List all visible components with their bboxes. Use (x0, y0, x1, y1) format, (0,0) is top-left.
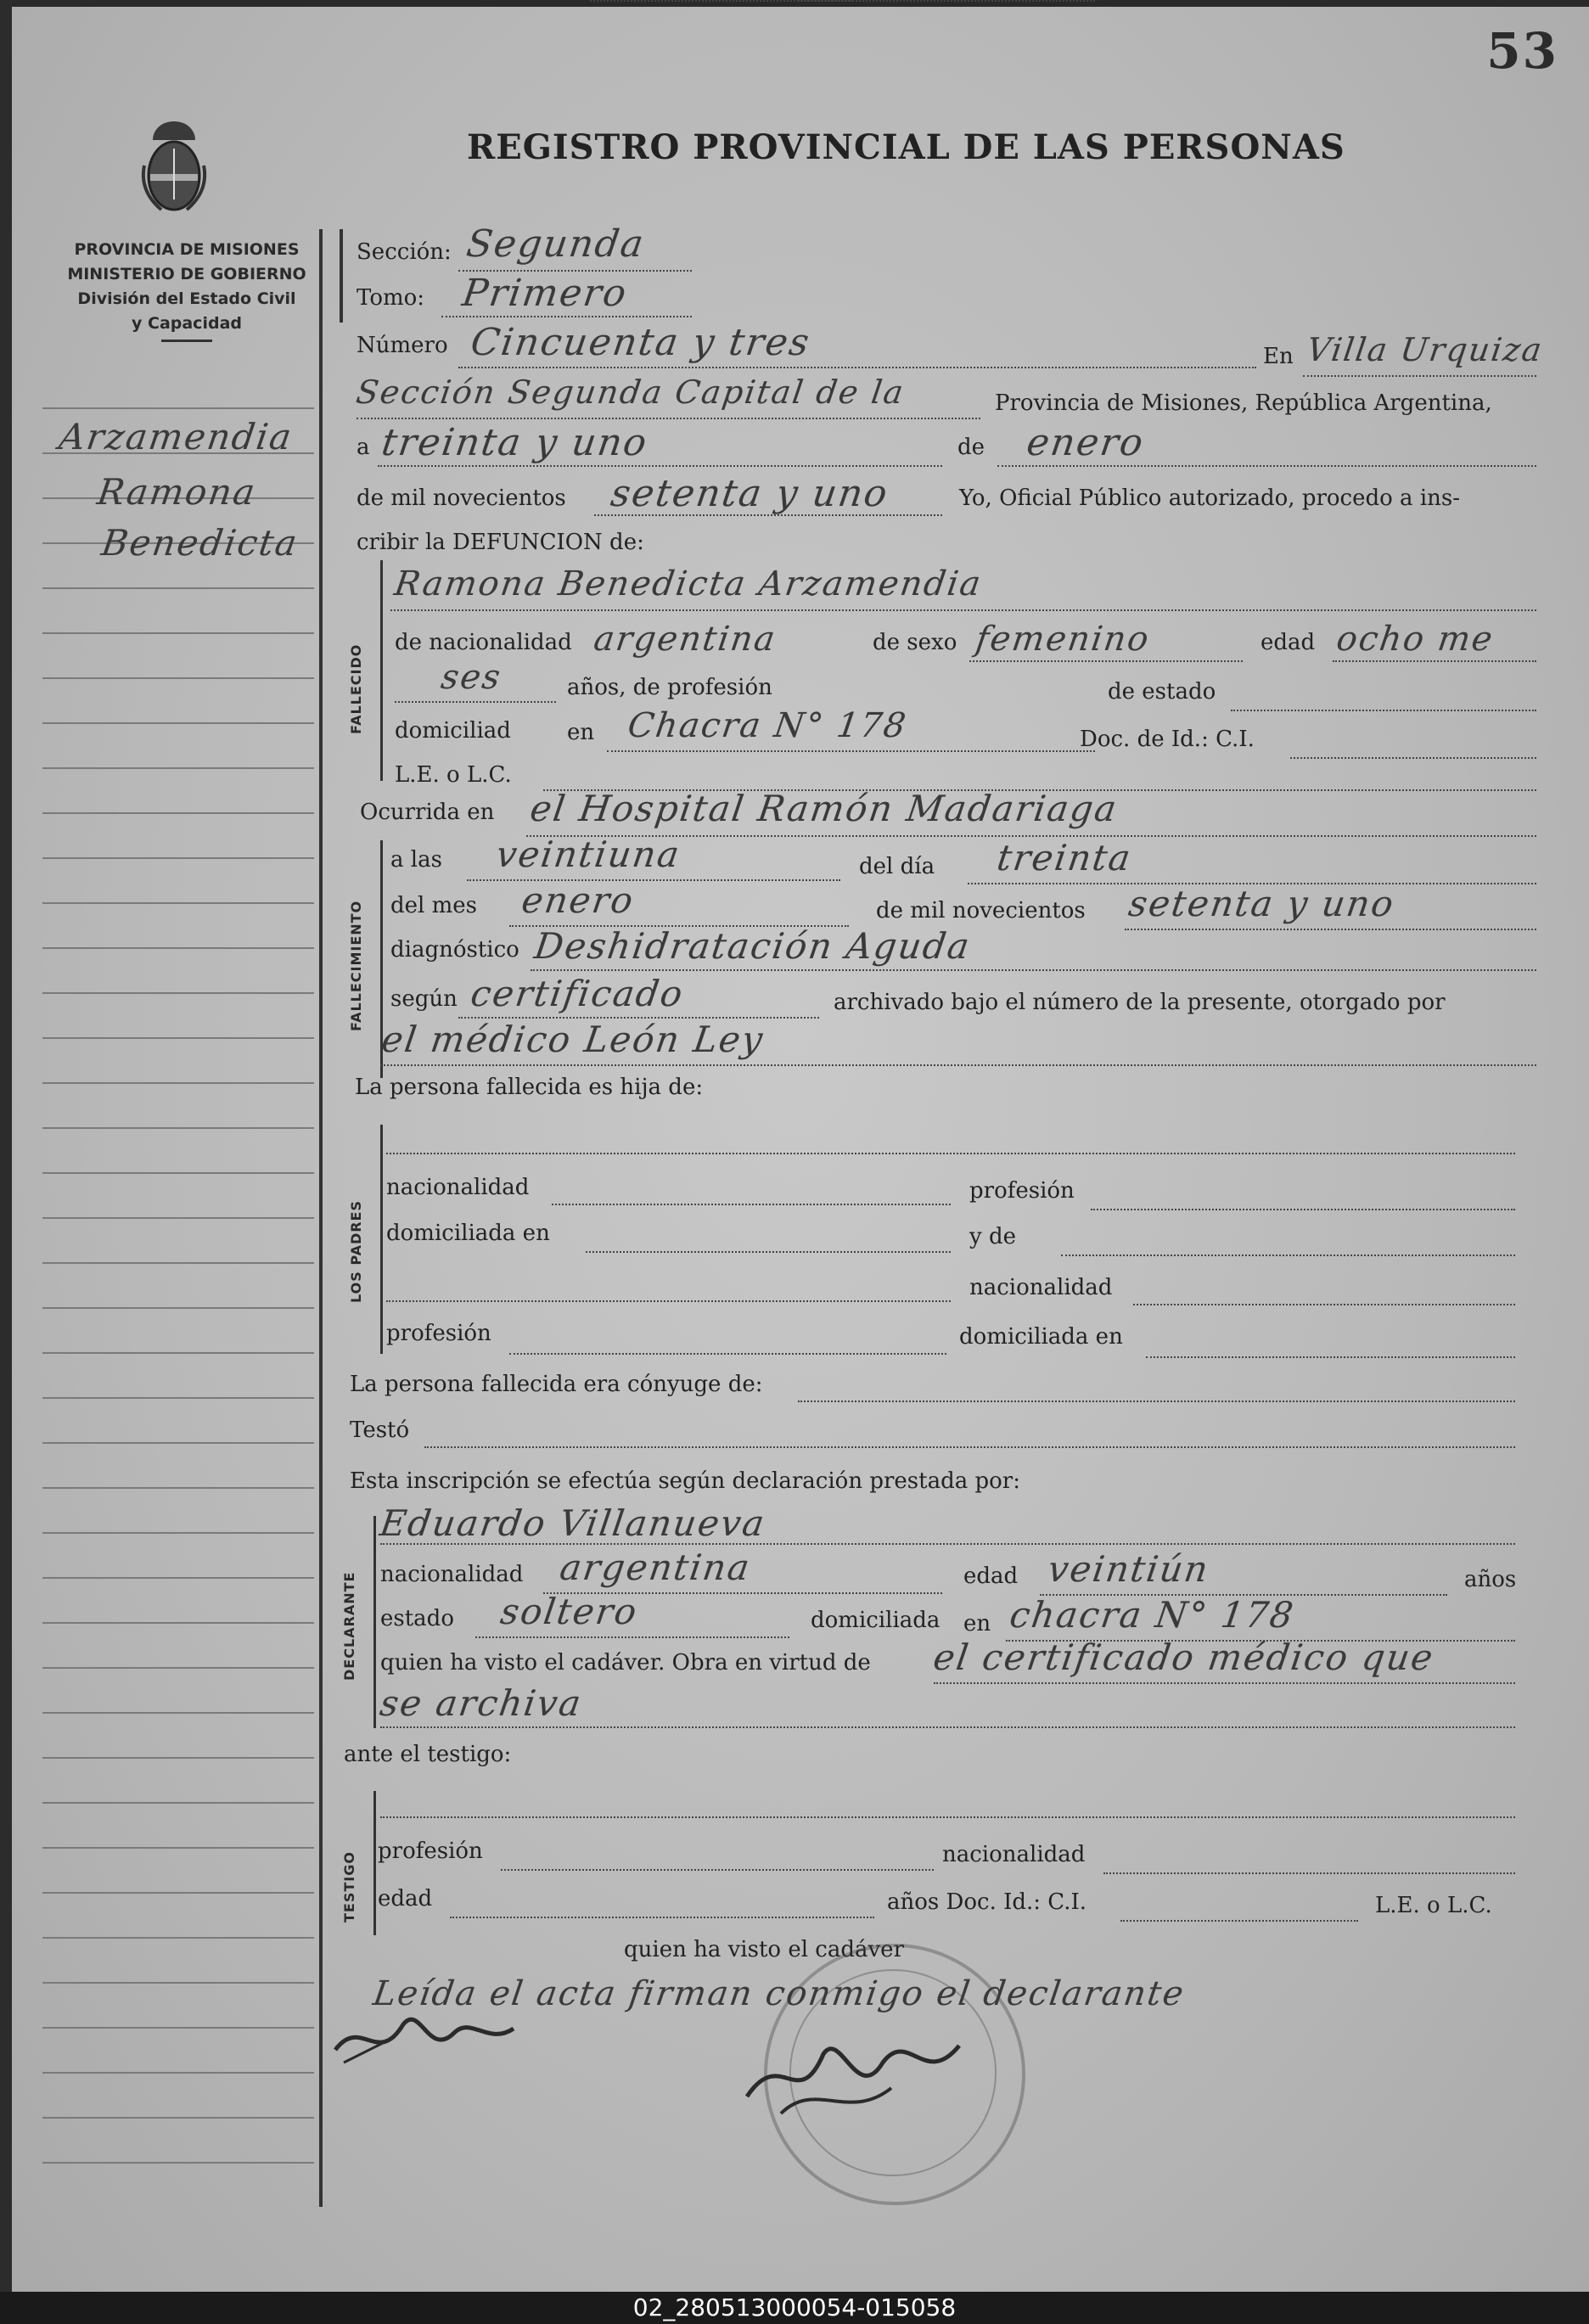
label-estado: de estado (1108, 679, 1216, 704)
institution-block (34, 238, 340, 342)
label-t-visto: quien ha visto el cadáver (624, 1937, 905, 1962)
dotline (798, 1401, 1515, 1402)
label-t-nac: nacionalidad (942, 1842, 1086, 1867)
label-t-le: L.E. o L.C. (1375, 1893, 1492, 1918)
label-tomo: Tomo: (357, 285, 425, 311)
value-mes-muerte: enero (519, 879, 637, 921)
dotline (467, 879, 840, 881)
value-edad: ocho me (1334, 620, 1496, 659)
value-diagnostico: Deshidratación Aguda (531, 925, 974, 967)
label-sexo: de sexo (873, 630, 957, 655)
label-p-nac2: nacionalidad (969, 1275, 1113, 1300)
value-en: Villa Urquiza (1304, 331, 1546, 368)
dotline (509, 1353, 946, 1355)
label-archivado: archivado bajo el número de la presente, otorgado por (834, 990, 1446, 1015)
value-hora: veintiuna (493, 834, 683, 875)
label-d-estado: estado (380, 1606, 454, 1631)
side-label-fallecimiento: FALLECIMIENTO (348, 900, 364, 1031)
dotline (1133, 1304, 1515, 1305)
margin-rule (42, 2072, 314, 2074)
value-d-nacionalidad: argentina (557, 1547, 754, 1588)
dotline (969, 660, 1243, 662)
margin-name-2: Ramona (94, 471, 260, 513)
coat-of-arms-icon (136, 115, 212, 216)
institution-line2: MINISTERIO DE GOBIERNO (67, 265, 306, 283)
label-delmes: del mes (390, 893, 477, 918)
margin-rule (42, 1667, 314, 1669)
label-alas: a las (390, 847, 442, 873)
dotline (1120, 1920, 1358, 1922)
margin-rule (42, 1082, 314, 1084)
dotline (386, 1153, 1515, 1154)
label-cribir: cribir la DEFUNCION de: (357, 530, 644, 555)
margin-rule (42, 1352, 314, 1354)
value-nombre: Ramona Benedicta Arzamendia (391, 564, 985, 603)
value-d-domicilio: chacra N° 178 (1007, 1594, 1298, 1636)
margin-rule (42, 902, 314, 904)
value-anio-muerte: setenta y uno (1126, 883, 1398, 924)
signature-declarante (327, 1999, 531, 2075)
dotline (395, 701, 556, 703)
label-d-nac: nacionalidad (380, 1562, 524, 1587)
margin-rule (42, 722, 314, 724)
value-sexo: femenino (973, 620, 1153, 659)
margin-rule (42, 1847, 314, 1849)
label-deldia: del día (859, 854, 935, 879)
label-d-visto: quien ha visto el cadáver. Obra en virtud de (380, 1650, 871, 1676)
margin-rule (42, 1622, 314, 1624)
dotline (357, 418, 980, 419)
margin-rule (42, 1577, 314, 1579)
label-d-dom: domiciliada (811, 1608, 940, 1633)
margin-rule (42, 1217, 314, 1219)
label-hija: La persona fallecida es hija de: (355, 1075, 704, 1100)
label-yo: Yo, Oficial Público autorizado, procedo a ins- (959, 486, 1461, 511)
margin-rule (42, 1802, 314, 1804)
margin-rule (42, 1757, 314, 1759)
dotline (586, 1251, 951, 1253)
file-id: 02_280513000054-015058 (632, 2293, 957, 2321)
dotline (475, 1636, 789, 1638)
label-numero: Número (357, 333, 448, 358)
value-d-obra: el certificado médico que (930, 1636, 1437, 1678)
dotline (1231, 710, 1536, 711)
value-nacionalidad: argentina (591, 620, 779, 659)
margin-rule (42, 1172, 314, 1174)
dotline (1146, 1356, 1515, 1358)
value-seccion: Segunda (463, 222, 649, 266)
value-dia: treinta y uno (379, 421, 651, 464)
value-edad2: ses (438, 658, 504, 697)
label-t-edad: edad (378, 1886, 433, 1911)
value-tomo: Primero (459, 272, 631, 315)
label-d-en: en (963, 1611, 991, 1636)
margin-rule (42, 1487, 314, 1489)
label-provincia: Provincia de Misiones, República Argentina, (995, 390, 1492, 416)
margin-line (319, 229, 323, 2207)
label-p-yde: y de (969, 1224, 1016, 1249)
value-leida: Leída el acta firman conmigo el declarante (370, 1974, 1188, 2013)
label-nacionalidad: de nacionalidad (395, 630, 572, 655)
margin-rule (42, 1532, 314, 1534)
label-t-prof: profesión (378, 1838, 483, 1864)
institution-underline (161, 340, 212, 342)
label-de: de (957, 435, 985, 460)
label-domiciliad: domiciliad (395, 718, 511, 744)
value-anio: setenta y uno (608, 472, 892, 515)
margin-rule (42, 632, 314, 634)
institution-line1: PROVINCIA DE MISIONES (74, 240, 300, 259)
margin-rule (42, 1307, 314, 1309)
bracket-fallecido (380, 560, 383, 781)
label-p-prof: profesión (969, 1178, 1075, 1204)
label-diagnostico: diagnóstico (390, 937, 519, 963)
margin-rule (42, 1937, 314, 1939)
label-anos-prof: años, de profesión (567, 675, 772, 700)
margin-rule (42, 1397, 314, 1399)
dotline (441, 316, 692, 317)
margin-rule (42, 1712, 314, 1714)
value-ocurrida: el Hospital Ramón Madariaga (527, 788, 1121, 829)
margin-rule (42, 767, 314, 769)
value-mes: enero (1024, 421, 1148, 464)
document-title: REGISTRO PROVINCIAL DE LAS PERSONAS (467, 127, 1345, 167)
margin-rule (42, 1982, 314, 1984)
label-mil: de mil novecientos (357, 486, 566, 511)
label-d-edad: edad (963, 1563, 1019, 1589)
label-p-nac: nacionalidad (386, 1175, 530, 1200)
institution-line4: y Capacidad (132, 314, 242, 333)
dotline (378, 465, 942, 467)
margin-rule (42, 2117, 314, 2119)
value-domicilio: Chacra N° 178 (625, 706, 910, 745)
margin-rule (42, 1037, 314, 1039)
margin-rule (42, 812, 314, 814)
dotline (386, 1300, 951, 1302)
dotline (1290, 757, 1536, 759)
bracket-padres (380, 1125, 383, 1354)
label-testo: Testó (350, 1417, 410, 1443)
bracket-testigo (373, 1791, 376, 1935)
side-label-testigo: TESTIGO (341, 1851, 357, 1923)
dotline (1103, 1872, 1515, 1874)
margin-rule (42, 947, 314, 949)
margin-rule (42, 1892, 314, 1894)
margin-rule (42, 2162, 314, 2164)
dotline (934, 1682, 1515, 1684)
margin-rule (42, 1127, 314, 1129)
dotline (531, 969, 1536, 971)
signature-oficial (730, 2020, 985, 2130)
value-declarante: Eduardo Villanueva (377, 1502, 769, 1544)
label-conyuge: La persona fallecida era cónyuge de: (350, 1372, 763, 1397)
margin-rule (42, 2027, 314, 2029)
dotline (607, 750, 1095, 752)
dotline (1125, 929, 1536, 930)
dotline (1061, 1255, 1515, 1256)
label-testigo: ante el testigo: (344, 1742, 512, 1767)
margin-rule (42, 992, 314, 994)
label-edad: edad (1261, 630, 1316, 655)
dotline (450, 1917, 874, 1918)
bracket-declarante (373, 1516, 376, 1728)
label-p-dom: domiciliada en (386, 1221, 550, 1246)
dotline (424, 1446, 1515, 1448)
label-en2: en (567, 720, 595, 745)
label-segun: según (390, 986, 458, 1012)
label-inscripcion: Esta inscripción se efectúa según declaración prestada por: (350, 1468, 1020, 1494)
side-label-padres: LOS PADRES (348, 1199, 364, 1303)
margin-rule (42, 857, 314, 859)
margin-rule (42, 677, 314, 679)
value-d-edad: veintiún (1045, 1548, 1212, 1590)
label-p-dom2: domiciliada en (959, 1324, 1123, 1350)
dotline (390, 609, 1536, 611)
dotline (552, 1204, 951, 1205)
side-label-declarante: DECLARANTE (341, 1571, 357, 1681)
dotline (501, 1869, 934, 1871)
value-numero: Cincuenta y tres (468, 321, 814, 364)
margin-name-1: Arzamendia (56, 416, 296, 458)
value-segun: certificado (468, 973, 687, 1014)
value-d-estado: soltero (497, 1591, 641, 1632)
label-d-anos: años (1464, 1567, 1517, 1592)
binding-edge (0, 0, 12, 2292)
label-p-prof2: profesión (386, 1321, 491, 1346)
label-seccion: Sección: (357, 239, 452, 265)
margin-rule (42, 1262, 314, 1264)
dotline (380, 1726, 1515, 1728)
label-a: a (357, 435, 370, 460)
dotline (1333, 660, 1536, 662)
institution-line3: División del Estado Civil (77, 289, 296, 308)
value-seccion2: Sección Segunda Capital de la (353, 373, 907, 411)
page-number: 53 (1486, 22, 1558, 80)
label-en: En (1263, 344, 1294, 369)
label-le-lc: L.E. o L.C. (395, 762, 512, 788)
label-doc: Doc. de Id.: C.I. (1080, 727, 1255, 752)
label-t-anos: años Doc. Id.: C.I. (887, 1889, 1087, 1915)
dotline (458, 367, 1256, 368)
dotline (1091, 1209, 1515, 1210)
dotline (997, 465, 1536, 467)
label-ocurrida: Ocurrida en (360, 800, 495, 825)
form-line-top (340, 229, 343, 323)
margin-rule (42, 407, 314, 409)
margin-rule (42, 587, 314, 589)
dotline (794, 0, 1095, 2)
label-demil2: de mil novecientos (876, 898, 1086, 923)
dotline (380, 1064, 1536, 1066)
value-dia-muerte: treinta (994, 837, 1135, 879)
value-d-obra2: se archiva (377, 1682, 586, 1724)
margin-rule (42, 1442, 314, 1444)
side-label-fallecido: FALLECIDO (348, 643, 364, 734)
dotline (380, 1816, 1515, 1818)
dotline (1303, 375, 1536, 377)
margin-name-3: Benedicta (98, 522, 301, 564)
value-medico: el médico León Ley (379, 1019, 767, 1060)
